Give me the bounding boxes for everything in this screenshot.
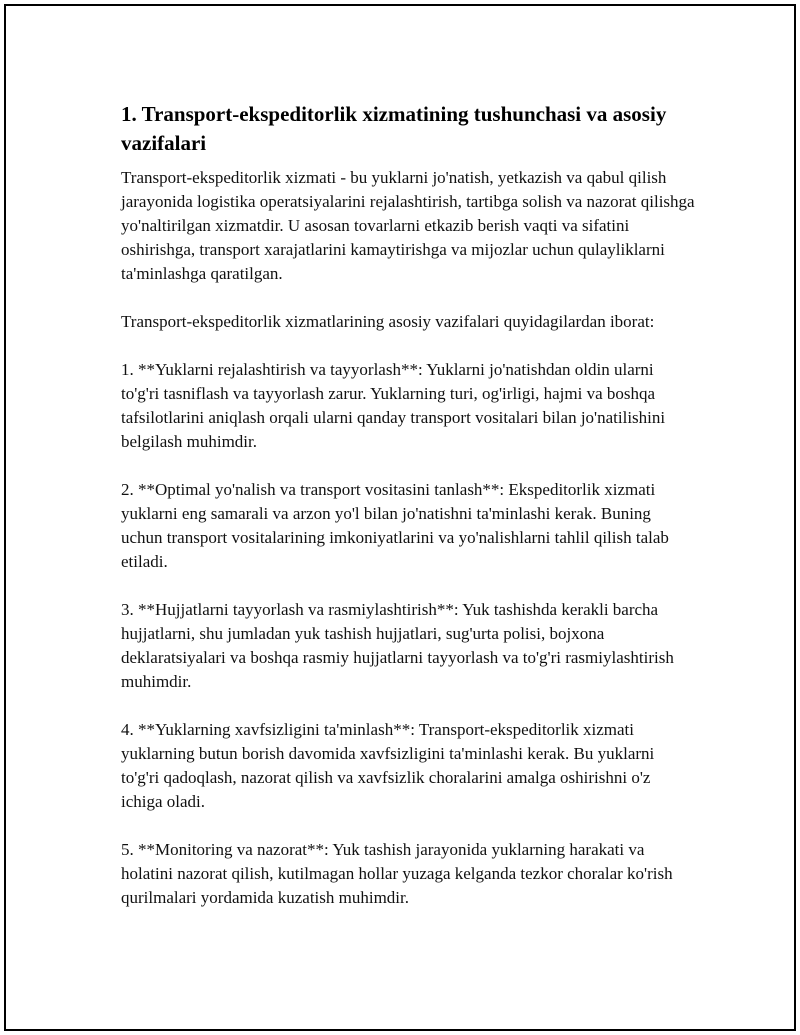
task-item-planning: 1. **Yuklarni rejalashtirish va tayyorlash**: Yuklarni jo'natishdan oldin ularni to'g'ri tasniflash va tayyorlash zarur. Yuklarning turi, og'irligi, hajmi va boshqa tafsilotlarini aniqlash orqali ularni qanday transport vositalari bilan jo'natilishini belgilash muhimdir. [121, 360, 666, 451]
page-border [4, 4, 796, 1031]
document-body [121, 100, 696, 934]
task-item-safety: 4. **Yuklarning xavfsizligini ta'minlash**: Transport-ekspeditorlik xizmati yuklarning butun borish davomida xavfsizligini ta'minlashi kerak. Bu yuklarni to'g'ri qadoqlash, nazorat qilish va xavfsizlik choralarini amalga oshirishni o'z ichiga oladi. [121, 720, 655, 811]
intro-paragraph: Transport-ekspeditorlik xizmati - bu yuklarni jo'natish, yetkazish va qabul qilish jarayonida logistika operatsiyalarini rejalashtirish, tartibga solish va nazorat qilishga yo'naltirilgan xizmatdir. U asosan tovarlarni etkazib berish vaqti va sifatini oshirishga, transport xarajatlarini kamaytirishga va mijozlar uchun qulayliklarni ta'minlashga qaratilgan. [121, 168, 695, 283]
document-title: 1. Transport-ekspeditorlik xizmatining tushunchasi va asosiy vazifalari [121, 102, 667, 155]
task-item-documents: 3. **Hujjatlarni tayyorlash va rasmiylashtirish**: Yuk tashishda kerakli barcha hujjatlarni, shu jumladan yuk tashish hujjatlari, sug'urta polisi, bojxona deklaratsiyalari va boshqa rasmiy hujjatlarni tayyorlash va to'g'ri rasmiylashtirish muhimdir. [121, 600, 674, 691]
task-item-route-selection: 2. **Optimal yo'nalish va transport vositasini tanlash**: Ekspeditorlik xizmati yuklarni eng samarali va arzon yo'l bilan jo'natishni ta'minlashi kerak. Buning uchun transport vositalarining imkoniyatlarini va yo'nalishlarni tahlil qilish talab etiladi. [121, 480, 669, 571]
tasks-intro-paragraph: Transport-ekspeditorlik xizmatlarining asosiy vazifalari quyidagilardan iborat: [121, 312, 655, 331]
task-item-monitoring: 5. **Monitoring va nazorat**: Yuk tashish jarayonida yuklarning harakati va holatini nazorat qilish, kutilmagan hollar yuzaga kelganda tezkor choralar ko'rish qurilmalari yordamida kuzatish muhimdir. [121, 840, 673, 907]
